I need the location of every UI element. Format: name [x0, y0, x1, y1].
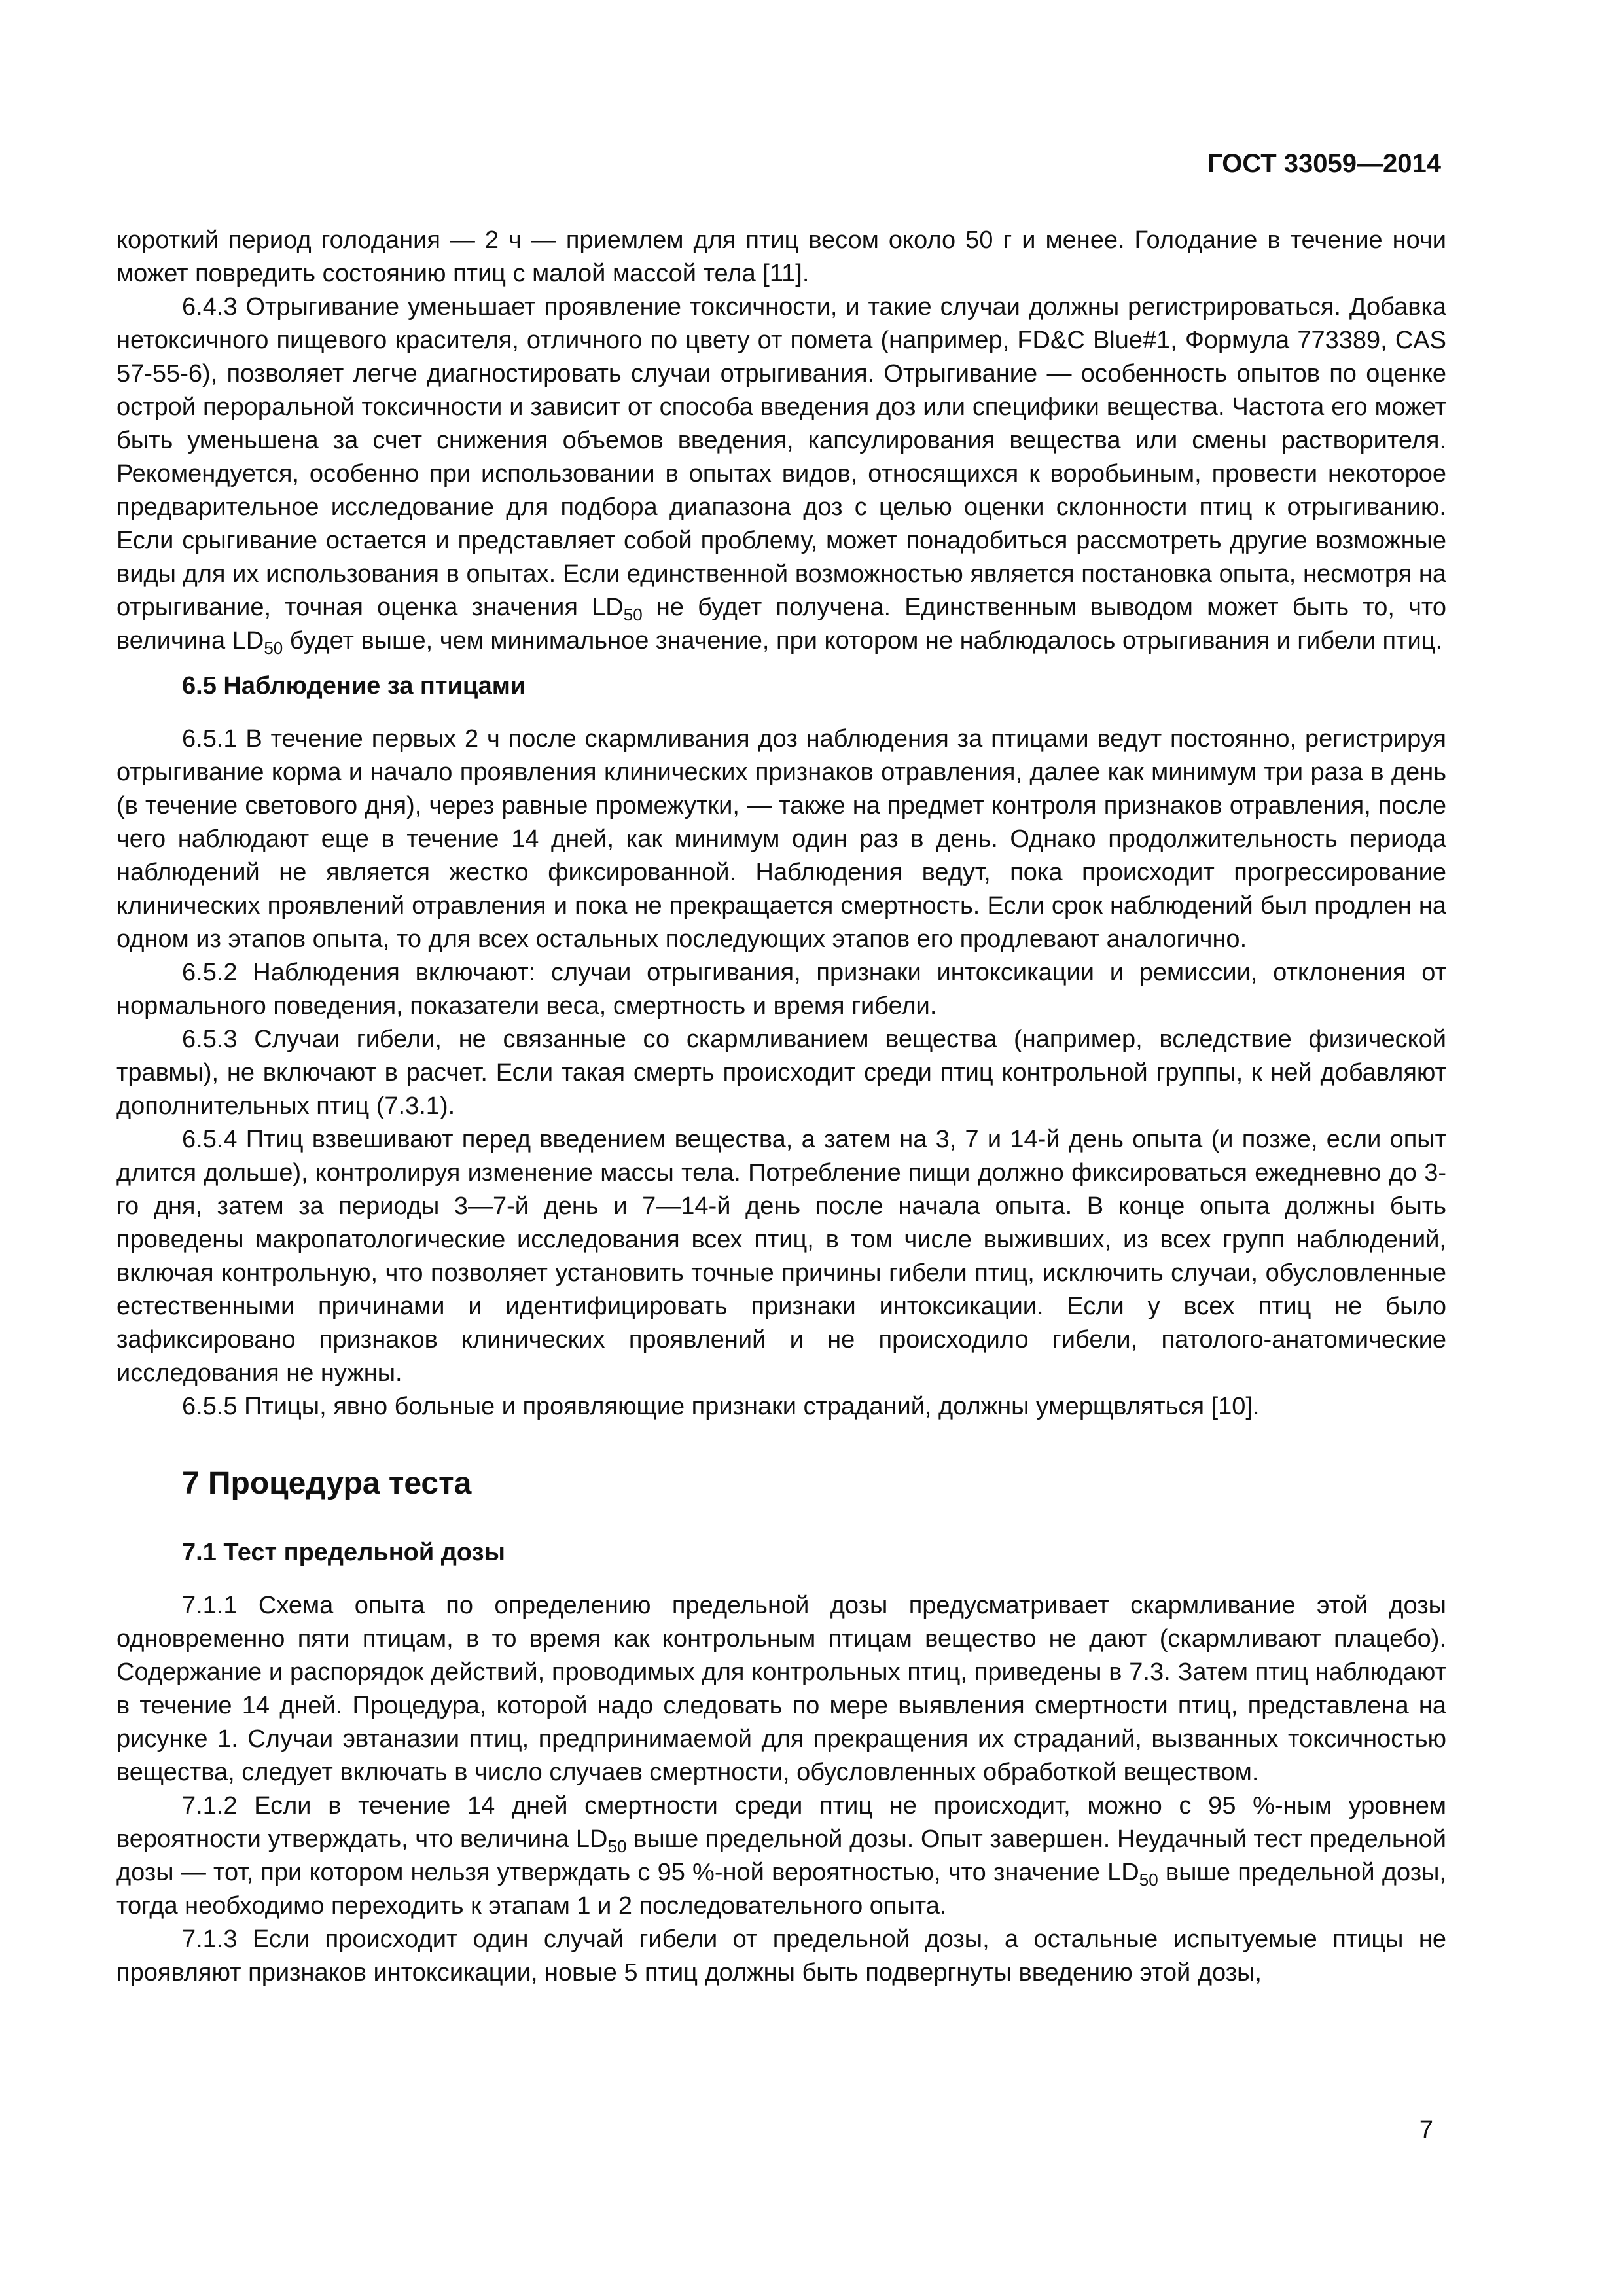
- subscript-50: 50: [264, 638, 283, 658]
- paragraph-continued: короткий период голодания — 2 ч — приемлем для птиц весом около 50 г и менее. Голодание в течение ночи может повредить состоянию птиц с малой массой тела [11].: [116, 226, 1446, 287]
- paragraph-text: 6.4.3 Отрыгивание уменьшает проявление токсичности, и такие случаи должны регистрироваться. Добавка нетоксичного пищевого красителя, отличного по цвету от помета (например, FD&C Blue#1, Формула 773389, CAS 57-55-6), позволяет легче диагностировать случаи отрыгивания. Отрыгивание — особенность опытов по оценке острой пероральной токсичности и зависит от способа введения доз или специфики вещества. Частота его может быть уменьшена за счет снижения объемов введения, капсулирования вещества или смены растворителя. Рекомендуется, особенно при использовании в опытах видов, относящихся к воробьиным, провести некоторое предварительное исследование для подбора диапазона доз с целью оценки склонности птиц к отрыгиванию. Если срыгивание остается и представляет собой проблему, может понадобиться рассмотреть другие возможные виды для их использования в опытах. Если единственной возможностью является постановка опыта, несмотря на отрыгивание, точная оценка значения LD: [116, 293, 1446, 621]
- paragraph-7-1-3: 7.1.3 Если происходит один случай гибели от предельной дозы, а остальные испытуемые птицы не проявляют признаков интоксикации, новые 5 птиц должны быть подвергнуты введению этой дозы,: [116, 1926, 1446, 1986]
- paragraph-6-5-5: 6.5.5 Птицы, явно больные и проявляющие признаки страданий, должны умерщвляться [10].: [182, 1393, 1260, 1420]
- document-body: [116, 224, 1446, 1990]
- subscript-50: 50: [607, 1837, 627, 1856]
- section-heading-7-1: 7.1 Тест предельной дозы: [182, 1539, 505, 1566]
- paragraph-6-4-3: [116, 291, 1446, 658]
- paragraph-text: выше предельной дозы, тогда необходимо переходить к этапам 1 и 2 последовательного опыта.: [116, 1859, 1446, 1920]
- paragraph-6-5-3: 6.5.3 Случаи гибели, не связанные со скармливанием вещества (например, вследствие физической травмы), не включают в расчет. Если такая смерть происходит среди птиц контрольной группы, к ней добавляют дополнительных птиц (7.3.1).: [116, 1026, 1446, 1120]
- subscript-50: 50: [1139, 1870, 1158, 1890]
- paragraph-7-1-1: 7.1.1 Схема опыта по определению предельной дозы предусматривает скармливание этой дозы одновременно пяти птицам, в то время как контрольным птицам вещество не дают (скармливают плацебо). Содержание и распорядок действий, проводимых для контрольных птиц, приведены в 7.3. Затем птиц наблюдают в течение 14 дней. Процедура, которой надо следовать по мере выявления смертности птиц, представлена на рисунке 1. Случаи эвтаназии птиц, предпринимаемой для прекращения их страданий, вызванных токсичностью вещества, следует включать в число случаев смертности, обусловленных обработкой веществом.: [116, 1592, 1446, 1786]
- paragraph-text: будет выше, чем минимальное значение, при котором не наблюдалось отрыгивания и гибели птиц.: [283, 627, 1443, 655]
- paragraph-7-1-2: [116, 1789, 1446, 1923]
- standard-number-header: ГОСТ 33059—2014: [1207, 149, 1441, 178]
- subscript-50: 50: [623, 605, 643, 624]
- chapter-heading-7: 7 Процедура теста: [182, 1466, 472, 1501]
- paragraph-6-5-1: 6.5.1 В течение первых 2 ч после скармливания доз наблюдения за птицами ведут постоянно, регистрируя отрыгивание корма и начало проявления клинических признаков отравления, далее как минимум три раза в день (в течение светового дня), через равные промежутки, — также на предмет контроля признаков отравления, после чего наблюдают еще в течение 14 дней, как минимум один раз в день. Однако продолжительность периода наблюдений не является жестко фиксированной. Наблюдения ведут, пока происходит прогрессирование клинических проявлений отравления и пока не прекращается смертность. Если срок наблюдений был продлен на одном из этапов опыта, то для всех остальных последующих этапов его продлевают аналогично.: [116, 725, 1446, 953]
- paragraph-text: 7.1.2 Если в течение 14 дней смертности среди птиц не происходит, можно с 95 %-ным уровнем вероятности утверждать, что величина LD: [116, 1792, 1446, 1853]
- paragraph-6-5-4: 6.5.4 Птиц взвешивают перед введением вещества, а затем на 3, 7 и 14-й день опыта (и позже, если опыт длится дольше), контролируя изменение массы тела. Потребление пищи должно фиксироваться ежедневно до 3-го дня, затем за периоды 3—7-й день и 7—14-й день после начала опыта. В конце опыта должны быть проведены макропатологические исследования всех птиц, в том числе выживших, из всех групп наблюдений, включая контрольную, что позволяет установить точные причины гибели птиц, исключить случаи, обусловленные естественными причинами и идентифицировать признаки интоксикации. Если у всех птиц не было зафиксировано признаков клинических проявлений и не происходило гибели, патолого-анатомические исследования не нужны.: [116, 1126, 1446, 1387]
- paragraph-text: выше предельной дозы. Опыт завершен. Неудачный тест предельной дозы — тот, при котором нельзя утверждать с 95 %-ной вероятностью, что значение LD: [116, 1825, 1446, 1886]
- paragraph-6-5-2: 6.5.2 Наблюдения включают: случаи отрыгивания, признаки интоксикации и ремиссии, отклонения от нормального поведения, показатели веса, смертность и время гибели.: [116, 959, 1446, 1020]
- page-number: 7: [1419, 2116, 1433, 2144]
- paragraph-text: не будет получена. Единственным выводом может быть то, что величина LD: [116, 594, 1446, 655]
- section-heading-6-5: 6.5 Наблюдение за птицами: [182, 672, 526, 700]
